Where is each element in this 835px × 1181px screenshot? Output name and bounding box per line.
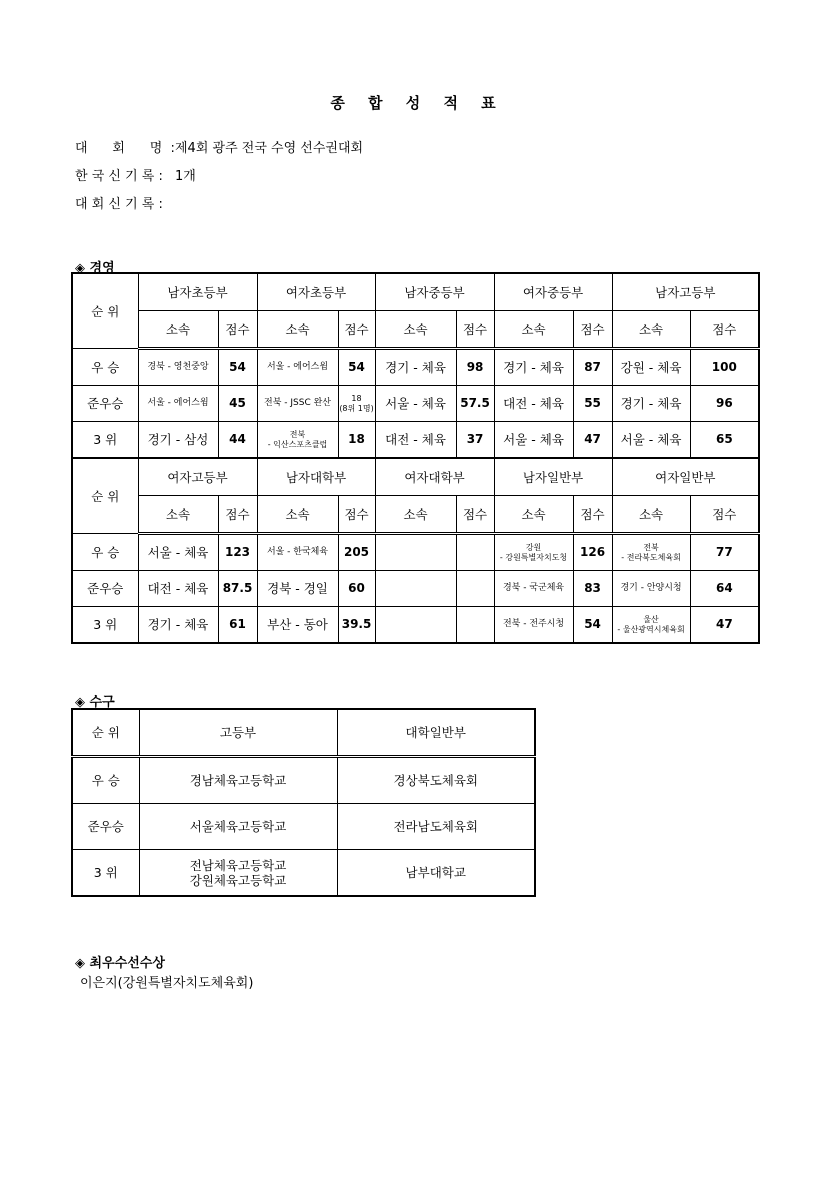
water-polo-row	[72, 850, 535, 897]
water-polo-header: 순 위	[72, 709, 139, 757]
event-name-label: 대 회 명 :	[75, 141, 175, 156]
affiliation-cell: 경기 - 체육	[375, 349, 456, 386]
division-header: 남자초등부	[138, 273, 257, 311]
affiliation-header: 소속	[138, 311, 218, 349]
score-header: 점수	[456, 311, 494, 349]
score-cell: 18	[338, 422, 375, 459]
affiliation-cell: 강원 - 강원특별자치도청	[494, 534, 573, 571]
team-cell: 전남체육고등학교 강원체육고등학교	[139, 850, 337, 897]
score-cell: 65	[690, 422, 759, 459]
division-header-row	[72, 273, 759, 311]
division-header: 여자초등부	[257, 273, 375, 311]
affiliation-cell: 전북 - 익산스포츠클럽	[257, 422, 338, 459]
rank-cell: 3 위	[72, 607, 138, 644]
affiliation-cell: 서울 - 체육	[138, 534, 218, 571]
rank-cell: 3 위	[72, 422, 138, 459]
result-row	[72, 422, 759, 459]
affiliation-cell: 서울 - 체육	[375, 386, 456, 422]
score-cell: 57.5	[456, 386, 494, 422]
affiliation-cell: 서울 - 에어스윔	[138, 386, 218, 422]
affiliation-cell: 경기 - 체육	[138, 607, 218, 644]
score-cell: 55	[573, 386, 612, 422]
affiliation-cell: 대전 - 체육	[138, 571, 218, 607]
score-header: 점수	[338, 311, 375, 349]
division-header: 여자중등부	[494, 273, 612, 311]
water-polo-row	[72, 804, 535, 850]
score-cell	[456, 534, 494, 571]
affiliation-cell: 경기 - 안양시청	[612, 571, 690, 607]
score-cell: 123	[218, 534, 257, 571]
affiliation-cell: 강원 - 체육	[612, 349, 690, 386]
rank-header: 순 위	[72, 273, 138, 349]
affiliation-cell: 부산 - 동아	[257, 607, 338, 644]
result-row	[72, 386, 759, 422]
score-cell: 87.5	[218, 571, 257, 607]
rank-cell: 준우승	[72, 571, 138, 607]
result-row	[72, 349, 759, 386]
affiliation-cell: 서울 - 에어스윔	[257, 349, 338, 386]
rank-cell: 우 승	[72, 757, 139, 804]
score-cell: 45	[218, 386, 257, 422]
score-cell: 54	[573, 607, 612, 644]
rank-cell: 준우승	[72, 804, 139, 850]
score-cell: 77	[690, 534, 759, 571]
affiliation-header: 소속	[257, 311, 338, 349]
event-name-row	[75, 137, 363, 156]
affiliation-cell: 전북 - JSSC 완산	[257, 386, 338, 422]
division-header: 남자중등부	[375, 273, 494, 311]
team-cell: 전라남도체육회	[337, 804, 535, 850]
water-polo-header: 고등부	[139, 709, 337, 757]
score-cell: 205	[338, 534, 375, 571]
score-cell: 100	[690, 349, 759, 386]
affiliation-cell: 서울 - 한국체육	[257, 534, 338, 571]
swimming-results-table	[71, 272, 760, 644]
korean-record-value: 1개	[175, 169, 196, 184]
score-cell: 83	[573, 571, 612, 607]
affiliation-cell: 대전 - 체육	[375, 422, 456, 459]
affiliation-header: 소속	[612, 496, 690, 534]
score-cell: 37	[456, 422, 494, 459]
division-header: 여자대학부	[375, 458, 494, 496]
affiliation-cell: 경북 - 국군체육	[494, 571, 573, 607]
column-header-row	[72, 311, 759, 349]
affiliation-header: 소속	[257, 496, 338, 534]
affiliation-header: 소속	[375, 496, 456, 534]
column-header-row	[72, 496, 759, 534]
affiliation-cell: 서울 - 체육	[494, 422, 573, 459]
score-cell: 18 (8위 1명)	[338, 386, 375, 422]
score-cell: 126	[573, 534, 612, 571]
swimming-heading: ◈ 경영	[75, 261, 115, 276]
score-cell: 44	[218, 422, 257, 459]
page-title: 종 합 성 적 표	[330, 94, 505, 112]
score-header: 점수	[690, 496, 759, 534]
affiliation-cell: 경기 - 체육	[494, 349, 573, 386]
score-cell: 60	[338, 571, 375, 607]
affiliation-header: 소속	[494, 496, 573, 534]
score-cell	[456, 571, 494, 607]
rank-cell: 준우승	[72, 386, 138, 422]
affiliation-cell: 서울 - 체육	[612, 422, 690, 459]
affiliation-cell: 경기 - 체육	[612, 386, 690, 422]
score-cell: 87	[573, 349, 612, 386]
score-header: 점수	[573, 496, 612, 534]
affiliation-cell: 전북 - 전라북도체육회	[612, 534, 690, 571]
division-header: 남자대학부	[257, 458, 375, 496]
rank-cell: 우 승	[72, 349, 138, 386]
affiliation-header: 소속	[375, 311, 456, 349]
score-header: 점수	[456, 496, 494, 534]
affiliation-cell	[375, 607, 456, 644]
affiliation-header: 소속	[494, 311, 573, 349]
score-cell: 54	[218, 349, 257, 386]
team-cell: 경남체육고등학교	[139, 757, 337, 804]
affiliation-cell: 대전 - 체육	[494, 386, 573, 422]
water-polo-results-table	[71, 708, 536, 897]
affiliation-cell	[375, 534, 456, 571]
meet-record-row	[75, 193, 175, 212]
division-header: 남자고등부	[612, 273, 759, 311]
score-cell: 47	[573, 422, 612, 459]
affiliation-cell	[375, 571, 456, 607]
score-cell: 54	[338, 349, 375, 386]
affiliation-cell: 경북 - 경일	[257, 571, 338, 607]
score-cell: 96	[690, 386, 759, 422]
affiliation-cell: 울산 - 울산광역시체육회	[612, 607, 690, 644]
affiliation-cell: 경북 - 영천중앙	[138, 349, 218, 386]
score-cell: 64	[690, 571, 759, 607]
rank-cell: 우 승	[72, 534, 138, 571]
score-cell	[456, 607, 494, 644]
meet-record-label: 대 회 신 기 록 :	[75, 197, 163, 212]
team-cell: 경상북도체육회	[337, 757, 535, 804]
rank-header: 순 위	[72, 458, 138, 534]
event-name-value: 제4회 광주 전국 수영 선수권대회	[175, 141, 364, 156]
mvp-name: 이은지(강원특별자치도체육회)	[80, 976, 254, 991]
score-header: 점수	[218, 496, 257, 534]
water-polo-row	[72, 757, 535, 804]
score-header: 점수	[690, 311, 759, 349]
water-polo-header: 대학일반부	[337, 709, 535, 757]
team-cell: 남부대학교	[337, 850, 535, 897]
division-header: 여자고등부	[138, 458, 257, 496]
result-row	[72, 534, 759, 571]
affiliation-header: 소속	[612, 311, 690, 349]
affiliation-header: 소속	[138, 496, 218, 534]
result-row	[72, 571, 759, 607]
korean-record-row	[75, 165, 196, 184]
affiliation-cell: 경기 - 삼성	[138, 422, 218, 459]
water-polo-heading: ◈ 수구	[75, 695, 115, 710]
rank-cell: 3 위	[72, 850, 139, 897]
score-header: 점수	[218, 311, 257, 349]
score-header: 점수	[573, 311, 612, 349]
score-cell: 98	[456, 349, 494, 386]
affiliation-cell: 전북 - 전주시청	[494, 607, 573, 644]
korean-record-label: 한 국 신 기 록 :	[75, 169, 163, 184]
division-header: 남자일반부	[494, 458, 612, 496]
team-cell: 서울체육고등학교	[139, 804, 337, 850]
mvp-heading: ◈ 최우수선수상	[75, 956, 165, 971]
division-header: 여자일반부	[612, 458, 759, 496]
division-header-row	[72, 458, 759, 496]
score-header: 점수	[338, 496, 375, 534]
score-cell: 61	[218, 607, 257, 644]
water-polo-header-row	[72, 709, 535, 757]
score-cell: 39.5	[338, 607, 375, 644]
score-cell: 47	[690, 607, 759, 644]
result-row	[72, 607, 759, 644]
